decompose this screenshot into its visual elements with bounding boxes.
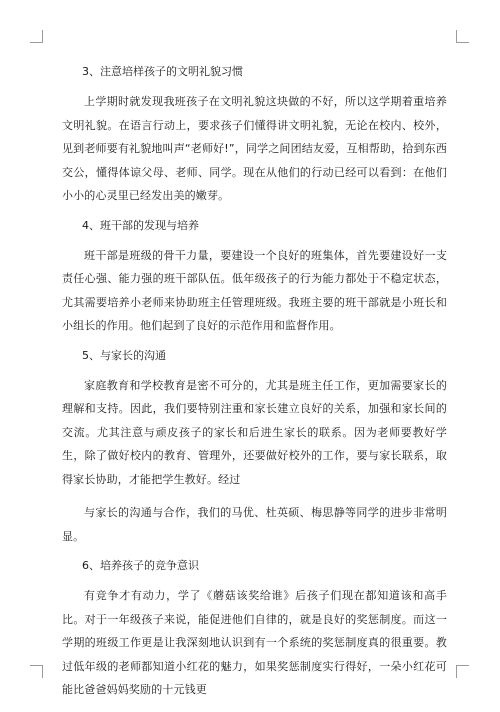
section-heading: 6、培养孩子的竞争意识	[82, 559, 199, 572]
document-body	[62, 64, 447, 712]
section-heading: 3、注意培样孩子的文明礼貌习惯	[82, 65, 243, 78]
section-class-cadres	[62, 218, 447, 338]
section-parent-communication	[62, 348, 447, 549]
section-paragraph: 上学期时就发现我班孩子在文明礼貌这块做的不好，所以这学期着重培养文明礼貌。在语言行动上，要求孩子们懂得讲文明礼貌，无论在校内、校外，见到老师要有礼貌地叫声“老师好!”，同学之间团结友爱，互相帮助，拾到东西交公，懂得体谅父母、老师、同学。现在从他们的行动已经可以看到：在他们小小的心灵里已经发出美的嫩芽。	[62, 95, 447, 202]
section-heading: 4、班干部的发现与培养	[82, 218, 199, 232]
section-heading: 5、与家长的沟通	[82, 348, 166, 362]
section-manners	[62, 64, 447, 208]
section-competition	[62, 558, 447, 702]
section-paragraph: 家庭教育和学校教育是密不可分的，尤其是班主任工作，更加需要家长的理解和支持。因此，我们要特别注重和家长建立良好的关系，加强和家长间的交流。尤其注意与顽皮孩子的家长和后进生家长的联系。因为老师要教好学生，除了做好校内的教育、管理外，还要做好校外的工作，要与家长联系，取得家长协助，才能把学生教好。经过	[62, 378, 447, 486]
section-paragraph: 与家长的沟通与合作，我们的马优、杜英硕、梅思静等同学的进步非常明显。	[62, 506, 447, 543]
crop-mark-top-left	[30, 30, 43, 43]
crop-mark-top-right	[456, 30, 469, 43]
section-paragraph: 有竞争才有动力，学了《蘑菇该奖给谁》后孩子们现在都知道该和高手比。对于一年级孩子来说，能促进他们自律的，就是良好的奖惩制度。而这一学期的班级工作更是让我深刻地认识到有一个系统的奖惩制度真的很重要。教过低年级的老师都知道小红花的魅力，如果奖惩制度实行得好，一朵小红花可能比爸爸妈妈奖励的十元钱更	[62, 589, 447, 696]
crop-mark-bottom-left	[30, 665, 43, 678]
crop-mark-bottom-right	[456, 665, 469, 678]
section-paragraph: 班干部是班级的骨干力量，要建设一个良好的班集体，首先要建设好一支责任心强、能力强的班干部队伍。低年级孩子的行为能力都处于不稳定状态，尤其需要培养小老师来协助班主任管理班级。我班主要的班干部就是小班长和小组长的作用。他们起到了良好的示范作用和监督作用。	[62, 248, 447, 332]
